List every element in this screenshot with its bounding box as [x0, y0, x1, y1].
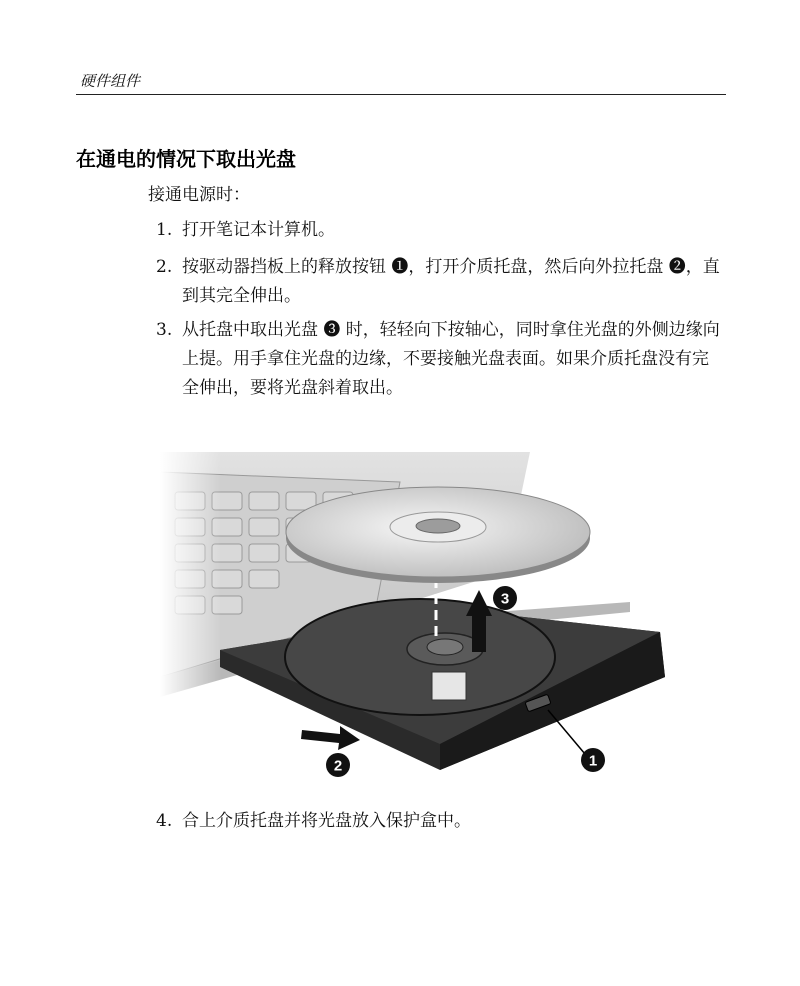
step-4	[156, 807, 724, 836]
intro-text: 接通电源时：	[148, 185, 250, 205]
step-text: 从托盘中取出光盘 ❸ 时，轻轻向下按轴心，同时拿住光盘的外侧边缘向上提。用手拿住光盘的边缘，不要接触光盘表面。如果介质托盘没有完全伸出，要将光盘斜着取出。	[182, 320, 720, 398]
step-text: 合上介质托盘并将光盘放入保护盒中。	[182, 811, 471, 831]
callout-1-label: 1	[588, 752, 598, 770]
step-number: 4.	[156, 811, 173, 831]
section-label: 硬件组件	[80, 72, 141, 90]
step-2	[156, 253, 724, 311]
callout-2	[326, 753, 350, 777]
page-header	[76, 66, 726, 95]
disc-icon	[286, 487, 590, 583]
callout-2-label: 2	[333, 757, 343, 775]
step-text: 打开笔记本计算机。	[182, 220, 335, 240]
step-number: 2.	[156, 257, 173, 277]
callout-3	[493, 586, 517, 610]
step-3	[156, 316, 724, 403]
step-number: 3.	[156, 320, 173, 340]
step-1	[156, 216, 724, 245]
step-text: 按驱动器挡板上的释放按钮 ❶，打开介质托盘，然后向外拉托盘 ❷，直到其完全伸出。	[182, 257, 720, 306]
disc-removal-illustration	[160, 452, 670, 782]
callout-3-label: 3	[500, 590, 510, 608]
section-title: 在通电的情况下取出光盘	[76, 147, 296, 171]
step-number: 1.	[156, 220, 173, 240]
callout-1	[581, 748, 605, 772]
